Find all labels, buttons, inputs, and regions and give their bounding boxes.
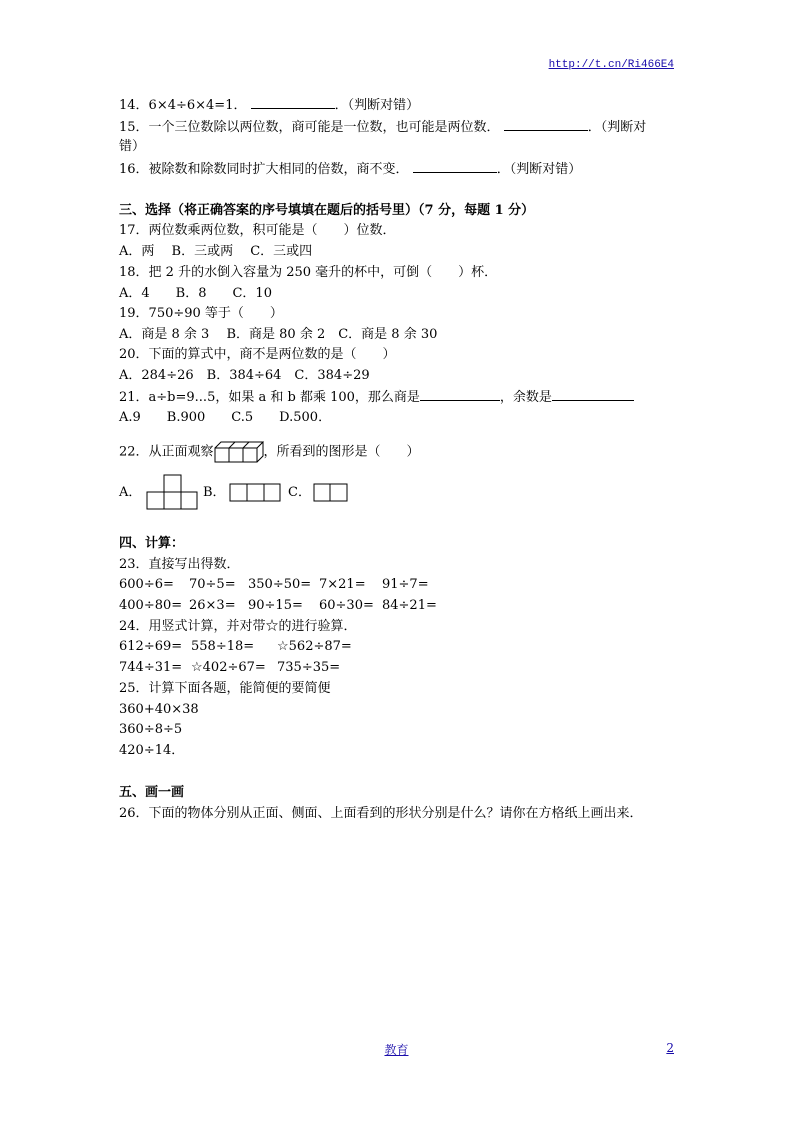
question-17-options: A．两 B．三或两 C．三或四 bbox=[119, 244, 313, 259]
question-22 bbox=[119, 440, 420, 464]
question-15-text: 15．一个三位数除以两位数，商可能是一位数，也可能是两位数． bbox=[119, 120, 500, 135]
remainder-blank[interactable] bbox=[552, 388, 634, 401]
question-19-options: A．商是 8 余 3 B．商是 80 余 2 C．商是 8 余 30 bbox=[119, 327, 438, 342]
calc-item: 26×3= bbox=[189, 598, 236, 613]
calc-item: ☆402÷67= bbox=[191, 660, 266, 675]
calc-item: 400÷80= bbox=[119, 598, 183, 613]
question-15-continued: 错） bbox=[119, 139, 146, 154]
cube-object-figure bbox=[214, 440, 264, 464]
option-b-figure[interactable] bbox=[229, 483, 281, 502]
question-16 bbox=[119, 160, 581, 179]
answer-blank[interactable] bbox=[504, 118, 588, 131]
question-18: 18．把 2 升的水倒入容量为 250 毫升的杯中，可倒（ ）杯． bbox=[119, 265, 498, 280]
answer-blank[interactable] bbox=[413, 160, 497, 173]
question-18-options: A．4 B．8 C．10 bbox=[119, 286, 272, 301]
question-25: 25．计算下面各题，能简便的要简便 bbox=[119, 681, 331, 696]
calc-item: 735÷35= bbox=[277, 660, 341, 675]
question-21-mid: ，余数是 bbox=[499, 390, 552, 405]
question-16-suffix: ．（判断对错） bbox=[496, 162, 582, 177]
calc-item: 84÷21= bbox=[382, 598, 437, 613]
option-a-label: A． bbox=[119, 485, 142, 500]
calc-item: 612÷69= bbox=[119, 639, 183, 654]
q25-item: 360+40×38 bbox=[119, 702, 199, 717]
calc-item: 350÷50= bbox=[248, 577, 312, 592]
question-17: 17．两位数乘两位数，积可能是（ ）位数． bbox=[119, 223, 396, 238]
question-14-text: 14．6×4÷6×4=1． bbox=[119, 98, 247, 113]
q24-row-2 bbox=[119, 659, 340, 677]
section-5-title: 五、画一画 bbox=[119, 785, 185, 800]
q25-item: 420÷14． bbox=[119, 743, 185, 758]
calc-item: 7×21= bbox=[319, 577, 366, 592]
page-number: 2 bbox=[666, 1041, 674, 1055]
question-20: 20．下面的算式中，商不是两位数的是（ ） bbox=[119, 347, 396, 362]
calc-item: 70÷5= bbox=[189, 577, 236, 592]
q24-row-1 bbox=[119, 638, 352, 656]
question-21 bbox=[119, 388, 634, 407]
footer-link[interactable]: 教育 bbox=[384, 1043, 409, 1057]
header-link[interactable]: http://t.cn/Ri466E4 bbox=[548, 59, 674, 71]
calc-item: 90÷15= bbox=[248, 598, 303, 613]
question-22-post: ，所看到的图形是（ ） bbox=[263, 444, 420, 460]
calc-item: 600÷6= bbox=[119, 577, 174, 592]
calc-item: 558÷18= bbox=[191, 639, 255, 654]
question-24: 24．用竖式计算，并对带☆的进行验算． bbox=[119, 619, 357, 634]
calc-item: 60÷30= bbox=[319, 598, 374, 613]
question-15 bbox=[119, 118, 646, 137]
option-c-figure[interactable] bbox=[313, 483, 348, 502]
q23-row-2 bbox=[119, 597, 437, 615]
quotient-blank[interactable] bbox=[420, 388, 500, 401]
question-23: 23．直接写出得数． bbox=[119, 557, 240, 572]
question-15-suffix: ．（判断对 bbox=[587, 120, 647, 135]
question-19: 19．750÷90 等于（ ） bbox=[119, 306, 283, 321]
question-26: 26．下面的物体分别从正面、侧面、上面看到的形状分别是什么？请你在方格纸上画出来． bbox=[119, 806, 643, 821]
question-21-options: A.9 B.900 C.5 D.500． bbox=[119, 410, 332, 425]
question-21-text: 21．a÷b=9...5，如果 a 和 b 都乘 100，那么商是 bbox=[119, 390, 420, 405]
option-b-label: B． bbox=[203, 485, 226, 500]
question-16-text: 16．被除数和除数同时扩大相同的倍数，商不变． bbox=[119, 162, 409, 177]
calc-item: 91÷7= bbox=[382, 577, 429, 592]
q25-item: 360÷8÷5 bbox=[119, 722, 183, 737]
option-a-figure[interactable] bbox=[146, 474, 198, 511]
calc-item: ☆562÷87= bbox=[277, 639, 352, 654]
question-14 bbox=[119, 96, 419, 115]
question-20-options: A．284÷26 B．384÷64 C．384÷29 bbox=[119, 368, 370, 383]
section-3-title: 三、选择（将正确答案的序号填填在题后的括号里）（7 分，每题 1 分） bbox=[119, 203, 535, 218]
q23-row-1 bbox=[119, 576, 429, 594]
option-c-label: C． bbox=[288, 485, 311, 500]
question-22-pre: 22．从正面观察 bbox=[119, 444, 214, 460]
section-4-title: 四、计算： bbox=[119, 536, 185, 551]
calc-item: 744÷31= bbox=[119, 660, 183, 675]
question-14-suffix: ．（判断对错） bbox=[334, 98, 420, 113]
answer-blank[interactable] bbox=[251, 96, 335, 109]
